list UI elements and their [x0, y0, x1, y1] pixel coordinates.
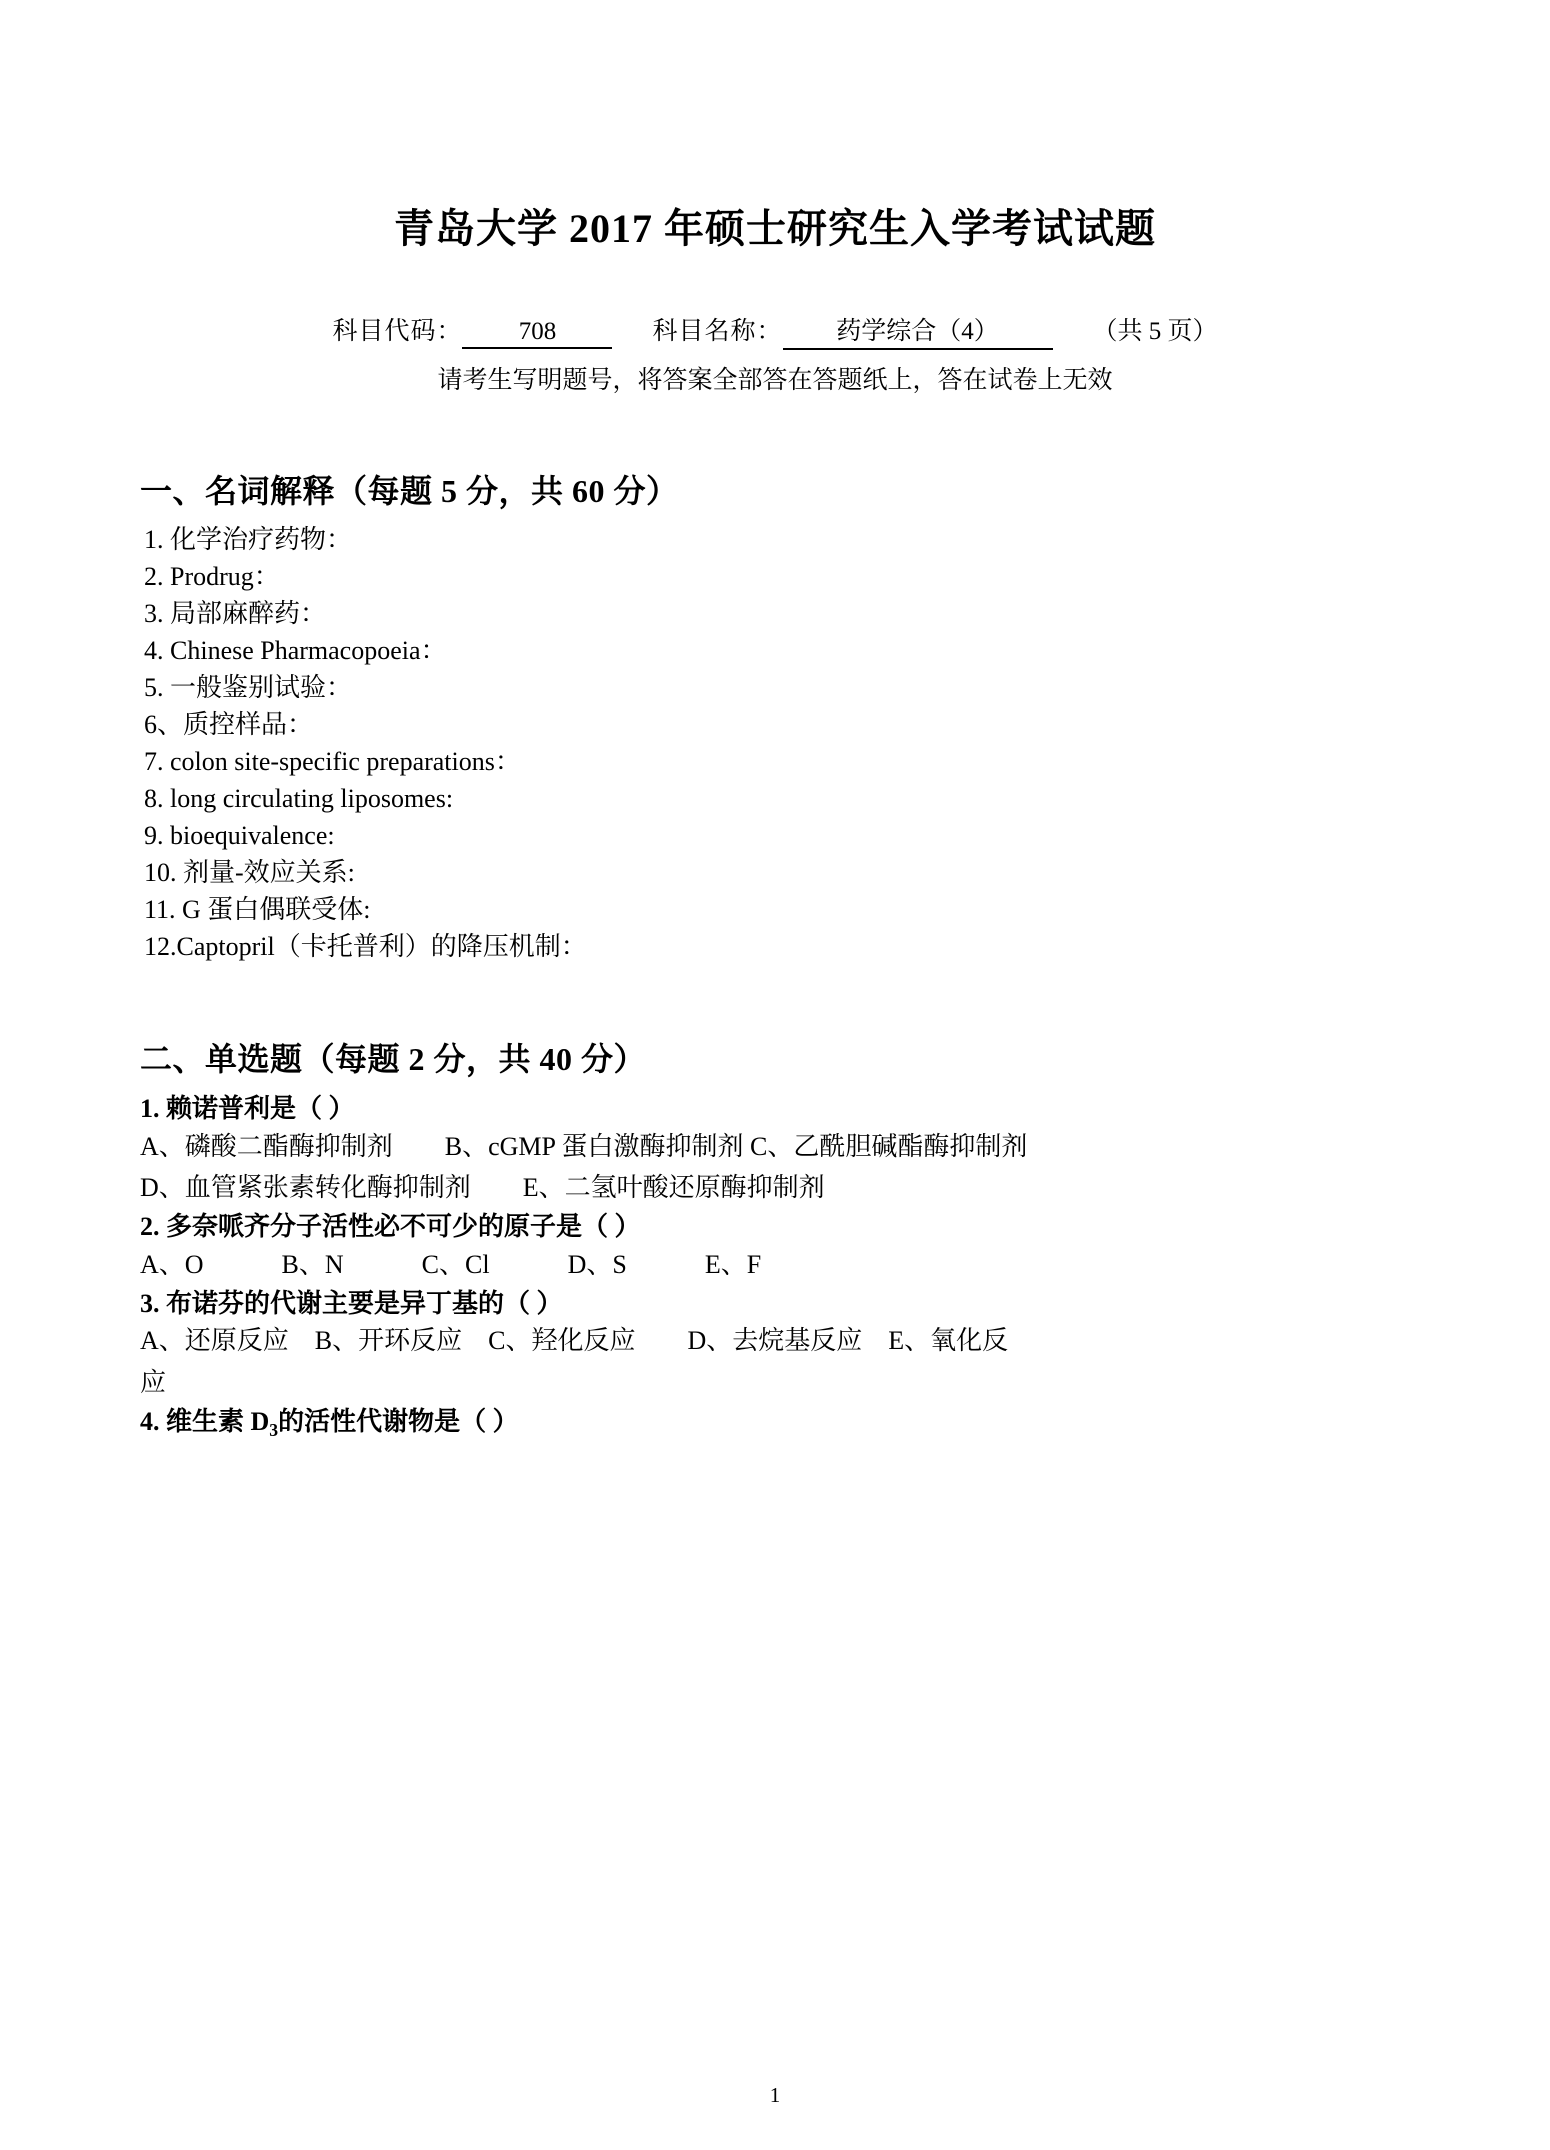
subject-info-line: [0, 311, 1550, 350]
mcq-option-line: 应: [140, 1367, 167, 1397]
term-item: 12.Captopril（卡托普利）的降压机制：: [144, 932, 587, 962]
term-item: 10. 剂量-效应关系:: [144, 858, 355, 888]
page-count-label: （共 5 页）: [1092, 318, 1218, 345]
exam-content: [0, 470, 1550, 1440]
term-item: 11. G 蛋白偶联受体:: [144, 895, 371, 925]
mcq-stem-subscript: 3: [269, 1420, 279, 1441]
mcq-option-line: A、还原反应 B、开环反应 C、羟化反应 D、去烷基反应 E、氧化反: [140, 1326, 1009, 1356]
mcq-option-line: D、血管紧张素转化酶抑制剂 E、二氢叶酸还原酶抑制剂: [140, 1172, 825, 1202]
term-item: 2. Prodrug：: [144, 562, 280, 592]
mcq-question-stem: 2. 多奈哌齐分子活性必不可少的原子是（ ）: [140, 1212, 641, 1242]
term-item: 4. Chinese Pharmacopoeia：: [144, 636, 447, 666]
footer-page-number: 1: [769, 2083, 781, 2107]
term-item: 1. 化学治疗药物：: [144, 525, 353, 555]
subject-code-value: 708: [462, 318, 612, 349]
page-title: 青岛大学 2017 年硕士研究生入学考试试题: [394, 206, 1156, 251]
section-heading-mcq: 二、单选题（每题 2 分，共 40 分）: [140, 1041, 647, 1078]
mcq-question-stem: 3. 布诺芬的代谢主要是异丁基的（ ）: [140, 1288, 563, 1318]
term-item: 9. bioequivalence:: [144, 821, 335, 851]
mcq-question-stem: [140, 1408, 1440, 1440]
term-item: 5. 一般鉴别试验：: [144, 673, 353, 703]
subject-name-label: 科目名称：: [652, 318, 783, 345]
term-item: 8. long circulating liposomes:: [144, 784, 454, 814]
section-heading-terms: 一、名词解释（每题 5 分，共 60 分）: [140, 473, 679, 509]
term-item: 3. 局部麻醉药：: [144, 599, 327, 629]
term-item: 7. colon site-specific preparations：: [144, 747, 521, 777]
term-item: 6、质控样品：: [144, 710, 314, 740]
exam-notice: 请考生写明题号，将答案全部答在答题纸上，答在试卷上无效: [437, 367, 1113, 394]
subject-name-value: 药学综合（4）: [783, 311, 1053, 350]
mcq-question-stem: 1. 赖诺普利是（ ）: [140, 1094, 355, 1124]
mcq-option-line: A、磷酸二酯酶抑制剂 B、cGMP 蛋白激酶抑制剂 C、乙酰胆碱酯酶抑制剂: [140, 1131, 1028, 1161]
mcq-option-line: A、O B、N C、Cl D、S E、F: [140, 1249, 762, 1279]
subject-code-label: 科目代码：: [332, 318, 463, 345]
mcq-stem-suffix: 的活性代谢物是（ ）: [278, 1406, 519, 1436]
mcq-stem-prefix: 4. 维生素 D: [140, 1406, 270, 1436]
